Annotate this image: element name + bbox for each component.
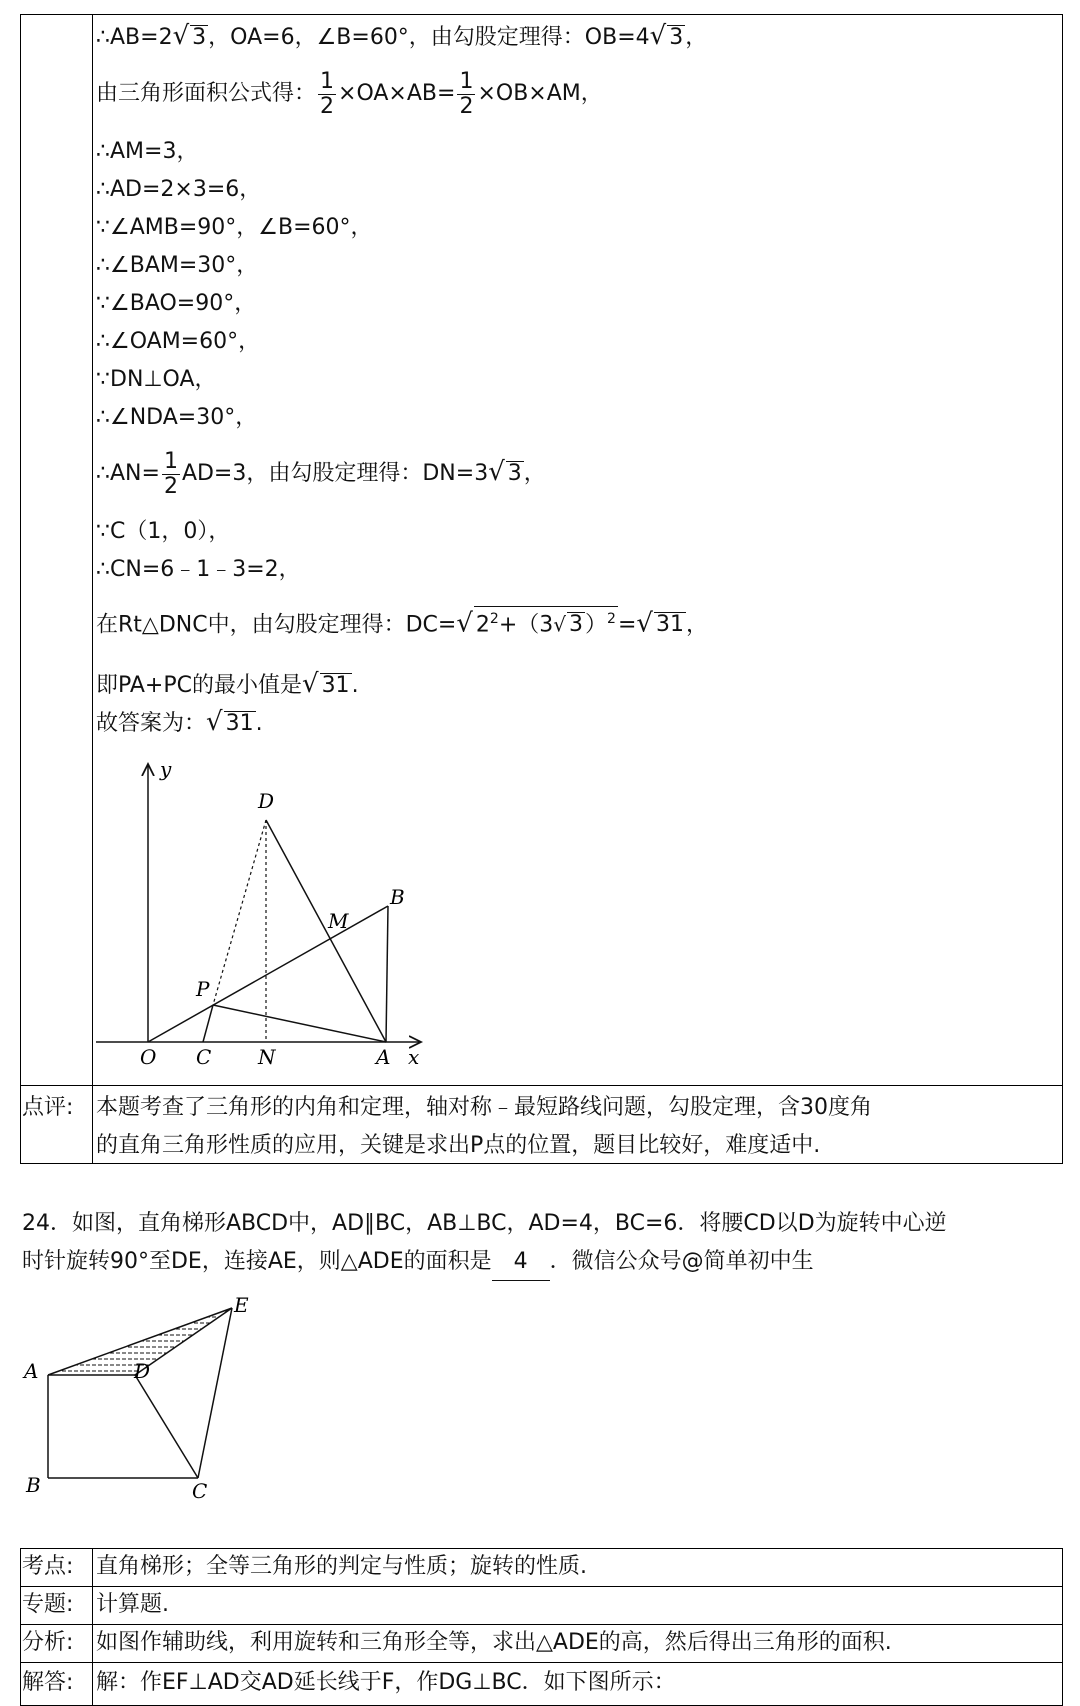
segment-BA [386,906,388,1042]
analysis-row-divider-3 [20,1662,1063,1663]
solution-line-4: ∴AD=2×3=6， [96,177,262,202]
solution-table-divider [92,14,93,1164]
segment-DP-dotted [213,820,266,1005]
label-N: N [258,1045,276,1069]
label-D: D [134,1359,151,1383]
label-B: B [26,1473,41,1497]
solution-line-15: 即PA+PC的最小值是√ 31. [96,669,359,699]
fraction-half: $\frac{1}{2}$ [320,68,335,119]
analysis-row-divider-1 [20,1586,1063,1587]
segment-PA [213,1005,386,1042]
analysis-row-label: 考点: [22,1554,74,1579]
analysis-row-text: 解：作EF⊥AD交AD延长线于F，作DG⊥BC．如下图所示： [96,1670,676,1695]
label-B: B [390,885,405,909]
solution-line-9: ∵DN⊥OA， [96,367,217,392]
analysis-row-text: 计算题. [96,1592,169,1617]
review-line-1: 本题考查了三角形的内角和定理，轴对称﹣最短路线问题，勾股定理，含30度角 [96,1095,872,1120]
segment-DA [266,820,386,1042]
segment-DC [135,1375,198,1478]
answer-blank: 4 [492,1244,550,1281]
trapezoid-figure [20,1290,280,1510]
solution-line-7: ∵∠BAO=90°， [96,291,257,316]
solution-line-16: 故答案为：√ 31. [96,707,263,737]
segment-EC [198,1308,232,1478]
solution-line-12: ∵C（1，0）， [96,519,231,544]
solution-line-5: ∵∠AMB=90°，∠B=60°， [96,215,373,240]
analysis-table-divider [92,1548,93,1706]
analysis-row-label: 分析: [22,1630,74,1655]
coordinate-figure [96,752,436,1072]
fraction-half: $\frac{1}{2}$ [163,448,178,499]
label-P: P [196,977,210,1001]
review-label: 点评: [22,1095,74,1120]
review-row-divider [20,1085,1063,1086]
label-x: x [408,1045,420,1069]
label-M: M [328,909,349,933]
fraction-half: $\frac{1}{2}$ [459,68,474,119]
review-line-2: 的直角三角形性质的应用，关键是求出P点的位置，题目比较好，难度适中. [96,1133,821,1158]
analysis-row-text: 如图作辅助线，利用旋转和三角形全等，求出△ADE的高，然后得出三角形的面积. [96,1630,892,1655]
question-24-line-2: 时针旋转90°至DE，连接AE，则△ADE的面积是 4 ．微信公众号@简单初中生 [22,1244,814,1281]
solution-line-6: ∴∠BAM=30°， [96,253,259,278]
label-D: D [258,789,275,813]
label-E: E [234,1293,249,1317]
solution-line-10: ∴∠NDA=30°， [96,405,258,430]
label-O: O [140,1045,157,1069]
solution-line-13: ∴CN=6﹣1﹣3=2， [96,557,301,582]
segment-OB [148,906,388,1042]
analysis-row-divider-2 [20,1624,1063,1625]
question-24-line-1: 24．如图，直角梯形ABCD中，AD∥BC，AB⊥BC，AD=4，BC=6．将腰CD以D为旋转中心逆 [22,1211,947,1236]
label-A: A [376,1045,391,1069]
analysis-row-label: 解答: [22,1670,74,1695]
label-A: A [24,1359,39,1383]
solution-line-3: ∴AM=3， [96,139,199,164]
label-C: C [196,1045,212,1069]
label-y: y [160,757,172,781]
solution-line-11: ∴AN= $\frac{1}{2}$ AD=3，由勾股定理得：DN=3√ 3， [96,448,546,499]
analysis-row-text: 直角梯形；全等三角形的判定与性质；旋转的性质. [96,1554,587,1579]
analysis-row-label: 专题: [22,1592,74,1617]
solution-line-8: ∴∠OAM=60°， [96,329,261,354]
solution-line-1: ∴AB=2√ 3，OA=6，∠B=60°，由勾股定理得：OB=4√ 3， [96,21,708,51]
label-C: C [192,1479,208,1503]
solution-line-14: 在Rt△DNC中，由勾股定理得：DC=√ $2^2+(3√$ 3）$^2$=√ 31， [96,606,708,639]
solution-line-2: 由三角形面积公式得： $\frac{1}{2}$ ×OA×AB= $\frac{1}{2}$ ×OB×AM， [96,68,603,119]
